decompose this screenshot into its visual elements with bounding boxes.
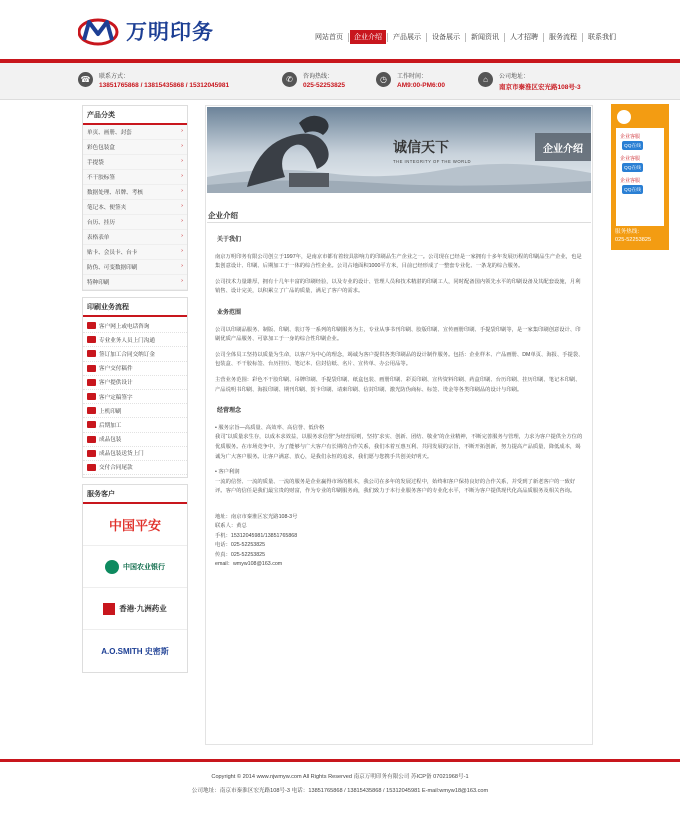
flow-step: [83, 362, 187, 376]
info-hours-value: AM9:00-PM6:00: [397, 82, 446, 89]
step-icon: [87, 379, 96, 386]
footer-copyright: Copyright © 2014 www.njwmyw.com All Rights Reserved 南京万明印务有限公司 苏ICP备 07021968号-1: [211, 774, 469, 780]
step-icon: [87, 350, 96, 357]
category-item[interactable]: [83, 155, 187, 170]
contact-mobile: 手机：15312045981/13851765868: [215, 532, 298, 539]
flow-step-label: 签订加工合同交纳订金: [99, 351, 155, 358]
logo-emblem-icon: [78, 16, 122, 46]
banner-tag: 企业介绍: [535, 133, 591, 161]
step-icon: [87, 336, 96, 343]
flow-step: [83, 390, 187, 404]
qq-penguin-icon: [617, 110, 631, 124]
client-logo-jiuzhou[interactable]: [83, 588, 187, 630]
logo-text: 万明印务: [126, 20, 214, 44]
flow-step-label: 客户提供设计: [99, 380, 133, 387]
step-icon: [87, 407, 96, 414]
qq-hotline-value: 025-52253825: [615, 237, 652, 243]
step-icon: [87, 365, 96, 372]
headset-icon: ✆: [282, 72, 297, 87]
step-icon: [87, 436, 96, 443]
nav-divider: [426, 33, 427, 42]
nav-service-flow[interactable]: 服务流程: [549, 34, 577, 41]
section-title: 企业介绍: [208, 211, 238, 220]
section-divider: [207, 222, 591, 223]
info-contact: [78, 71, 229, 89]
info-address: [478, 71, 581, 91]
qq-hotline-label: 服务热线：: [615, 229, 643, 235]
client-name: 香港·九洲药业: [119, 604, 167, 614]
client-name: A.O.SMITH 史密斯: [101, 646, 169, 656]
clients-title: 服务客户: [83, 485, 187, 504]
info-hours-label: 工作时间：: [397, 74, 428, 80]
contact-email[interactable]: email：wmyw108@163.com: [215, 561, 283, 568]
category-item[interactable]: [83, 200, 187, 215]
flow-step: [83, 376, 187, 390]
abc-bank-icon: [105, 560, 119, 574]
idea-bullet: • 服务宗旨—高质量、高效率、高信誉、低价格: [215, 424, 325, 431]
clients-box: [82, 484, 188, 673]
category-label: 防伪、可变数据印刷: [87, 265, 138, 271]
chevron-right-icon: ›: [181, 248, 183, 254]
about-heading: 关于我们: [217, 237, 242, 243]
category-label: 表格表单: [87, 235, 110, 241]
step-icon: [87, 322, 96, 329]
nav-contact[interactable]: 联系我们: [588, 34, 616, 41]
info-contact-value: 13851765868 / 13815435868 / 15312045981: [99, 82, 230, 89]
flow-step-label: 成品包装送货上门: [99, 451, 144, 458]
client-logo-aosmith[interactable]: [83, 630, 187, 672]
step-icon: [87, 464, 96, 471]
category-label: 彩色包装盒: [87, 145, 115, 151]
scope-paragraph: 公司以印刷品服务、制版、印刷、装订等一系列的印刷服务为主，专业从事书刊印刷、胶版印刷、宣传画册印刷、手提袋印刷等，是一家集印刷创意设计、印刷优质产品服务、可靠加工于一身的综合性印刷企业。: [215, 326, 581, 343]
info-hotline: [282, 71, 345, 89]
chevron-right-icon: ›: [181, 173, 183, 179]
category-item[interactable]: [83, 125, 187, 140]
client-name: 中国农业银行: [123, 563, 165, 571]
site-logo[interactable]: [78, 14, 214, 48]
flow-step-label: 成品包装: [99, 437, 122, 444]
chevron-right-icon: ›: [181, 128, 183, 134]
nav-divider: [543, 33, 544, 42]
nav-products[interactable]: 产品展示: [393, 34, 421, 41]
site-footer: [0, 770, 680, 798]
qq-online-button[interactable]: QQ在线: [622, 163, 643, 172]
flow-step: [83, 404, 187, 418]
contact-person: 联系人：黄总: [215, 523, 247, 530]
contact-block: [215, 513, 585, 570]
qq-online-button[interactable]: QQ在线: [622, 185, 643, 194]
contact-fax: 传真：025-52253825: [215, 551, 266, 558]
about-paragraph: 公司技术力量雄厚，拥有十几年丰富的印刷经验，以及专业的设计、管理人员和技术精湛的印刷工人，同时配备国内领先水平的印刷设备及其配套设施，月利销售、设计完美，以积累立了广品的质量，满足了客户的需求。: [215, 278, 581, 295]
category-item[interactable]: [83, 170, 187, 185]
chevron-right-icon: ›: [181, 278, 183, 284]
flow-step-label: 客户交付稿件: [99, 366, 133, 373]
info-hotline-label: 咨询热线：: [303, 74, 334, 80]
qq-float-panel: [611, 104, 669, 250]
category-label: 不干胶标签: [87, 175, 115, 181]
flow-step-label: 后期加工: [99, 422, 122, 429]
flow-step-label: 专业业务人员上门沟通: [99, 337, 155, 344]
info-address-value: 南京市秦淮区宏光路108号-3: [499, 84, 581, 91]
category-box: [82, 105, 188, 291]
category-item[interactable]: [83, 185, 187, 200]
flow-list: [83, 317, 187, 477]
article-body: [215, 236, 585, 570]
nav-equipment[interactable]: 设备展示: [432, 34, 460, 41]
contact-phone: 电话：025-52253825: [215, 542, 266, 549]
scope-paragraph: 公司全体员工坚持以质量为生命，以客户为中心的理念，竭诚为客户提供各类印刷品的设计制作服务。包括：企业样本、产品画册、DM单页、海报、手提袋、包装盒、不干胶标签、台历挂历、笔记本、信封信纸、名片、宣传单、办公用品等。: [215, 351, 584, 368]
footer-address: 公司地址：南京市秦淮区宏光路108号-3 电话：13851765868 / 13815435868 / 15312045981 E-mail:wmyw18@163.com: [191, 788, 489, 794]
idea-bullet: • 客户利润: [215, 469, 240, 476]
footer-red-line: [0, 759, 680, 762]
client-name: 中国平安: [108, 518, 161, 534]
phone-icon: ☎: [78, 72, 93, 87]
left-sidebar: [82, 105, 188, 679]
category-label: 台历、挂历: [87, 220, 115, 226]
banner-slogan: 诚信天下: [393, 140, 449, 156]
info-hours: [376, 71, 445, 89]
jiuzhou-icon: [103, 603, 115, 615]
about-paragraph: 南京万明印务有限公司创立于1997年，是南京市都有着较具影响力的印刷品生产企业之一。公司现在已经是一家拥有十多年发展历程的印刷品生产企业，也是集创意设计、印刷、后期加工于一体的综合性企业。公司占地面积1000平方米，目前已经形成了一整套专业化、一条龙的综合服务。: [215, 253, 582, 270]
info-hotline-value: 025-52253825: [303, 82, 345, 89]
qq-online-button[interactable]: QQ在线: [622, 141, 643, 150]
category-label: 数据处理、吊牌、考核: [87, 190, 143, 196]
location-icon: ⌂: [478, 72, 493, 87]
category-label: 手提袋: [87, 160, 104, 166]
flow-step-label: 客户定稿签字: [99, 394, 133, 401]
flow-step: [83, 418, 187, 432]
flow-step: [83, 319, 187, 333]
category-label: 贴卡、会员卡、台卡: [87, 250, 138, 256]
banner-image: [207, 107, 591, 193]
chevron-right-icon: ›: [181, 143, 183, 149]
flow-step: [83, 433, 187, 447]
main-nav: [310, 30, 621, 44]
nav-divider: [465, 33, 466, 42]
nav-about[interactable]: 企业介绍: [350, 30, 386, 44]
flow-step-label: 上机印刷: [99, 408, 122, 415]
category-label: 单页、画册、封套: [87, 130, 132, 136]
category-label: 笔记本、便签夹: [87, 205, 127, 211]
qq-label: 企业客服: [620, 156, 641, 162]
category-item[interactable]: [83, 275, 187, 290]
nav-divider: [387, 33, 388, 42]
flow-step: [83, 461, 187, 475]
idea-heading: 经营理念: [217, 408, 242, 415]
main-content: [205, 105, 593, 745]
idea-paragraph: 我司“以质量求生存，以成本求效益，以服务求信誉”为经营原则，坚持“求实、创新、团结、敬业”的企业精神，不断完善服务与管理，力求为客户提供全方位的优质服务。在市场竞争中，为了能够与广大客户有长期的合作关系，我们本着互惠互利、共同发展的宗旨，不断开拓创新，努力提高产品质量，降低成本，竭诚为广大客户服务。让客户满意、放心，是我们永恒的追求，我们愿与您携手共创美好明天。: [215, 434, 583, 460]
flow-box: [82, 297, 188, 478]
flow-title: 印刷业务流程: [83, 298, 187, 317]
contact-address: 地址：南京市秦淮区宏光路108-3号: [215, 513, 298, 520]
flow-step: [83, 347, 187, 361]
nav-divider: [582, 33, 583, 42]
step-icon: [87, 450, 96, 457]
idea-paragraph: 一流的信誉、一流的质量、一流的服务是企业赢得市场的根本，我公司在多年的发展过程中，始终和客户保持良好的合作关系，并受到了新老客户的一致好评。客户的信任是我们最宝贵的财富，作为专业的印刷服务商，我们致力于本行业服务客户的专业化水平，不断为客户提供现代化高品质服务及相关咨询。: [215, 478, 576, 495]
step-icon: [87, 393, 96, 400]
category-item[interactable]: [83, 140, 187, 155]
chevron-right-icon: ›: [181, 233, 183, 239]
nav-divider: [348, 33, 349, 42]
category-title: 产品分类: [83, 106, 187, 125]
category-item[interactable]: [83, 260, 187, 275]
scope-paragraph: 主营业务范围：彩色不干胶印刷、吊牌印刷、手提袋印刷、纸盒包装、画册印刷、彩页印刷、宣传资料印刷、药盒印刷、台历印刷、挂历印刷、笔记本印刷、产品说明书印刷、海报印刷、期刊印刷、贺卡印刷、请柬印刷、信封印刷、激光防伪商标、标签、烫金等各类印刷品的设计与印刷。: [215, 376, 581, 393]
category-item[interactable]: [83, 230, 187, 245]
qq-label: 企业客服: [620, 134, 641, 140]
qq-label: 企业客服: [620, 178, 641, 184]
site-header: [0, 0, 680, 58]
step-icon: [87, 421, 96, 428]
info-contact-label: 联系方式：: [99, 74, 130, 80]
info-address-label: 公司地址：: [499, 74, 530, 80]
chevron-right-icon: ›: [181, 203, 183, 209]
chevron-right-icon: ›: [181, 158, 183, 164]
client-logo-abc[interactable]: [83, 546, 187, 588]
category-label: 特种印刷: [87, 280, 110, 286]
flow-step-label: 交付合同尾款: [99, 465, 133, 472]
category-item[interactable]: [83, 215, 187, 230]
nav-news[interactable]: 新闻资讯: [471, 34, 499, 41]
chevron-right-icon: ›: [181, 188, 183, 194]
banner-subtitle: THE INTEGRITY OF THE WORLD: [393, 159, 471, 164]
category-list: [83, 125, 187, 290]
chevron-right-icon: ›: [181, 263, 183, 269]
client-logo-pingan[interactable]: [83, 504, 187, 546]
scope-heading: 业务范围: [217, 309, 242, 316]
qq-list: [616, 128, 664, 226]
nav-divider: [504, 33, 505, 42]
category-item[interactable]: [83, 245, 187, 260]
qq-hotline: [615, 228, 651, 244]
info-bar: [0, 63, 680, 100]
nav-jobs[interactable]: 人才招聘: [510, 34, 538, 41]
flow-step: [83, 447, 187, 461]
flow-step-label: 客户网上或电话咨询: [99, 323, 150, 330]
flow-step: [83, 333, 187, 347]
nav-home[interactable]: 网站首页: [315, 34, 343, 41]
chevron-right-icon: ›: [181, 218, 183, 224]
clock-icon: ◷: [376, 72, 391, 87]
